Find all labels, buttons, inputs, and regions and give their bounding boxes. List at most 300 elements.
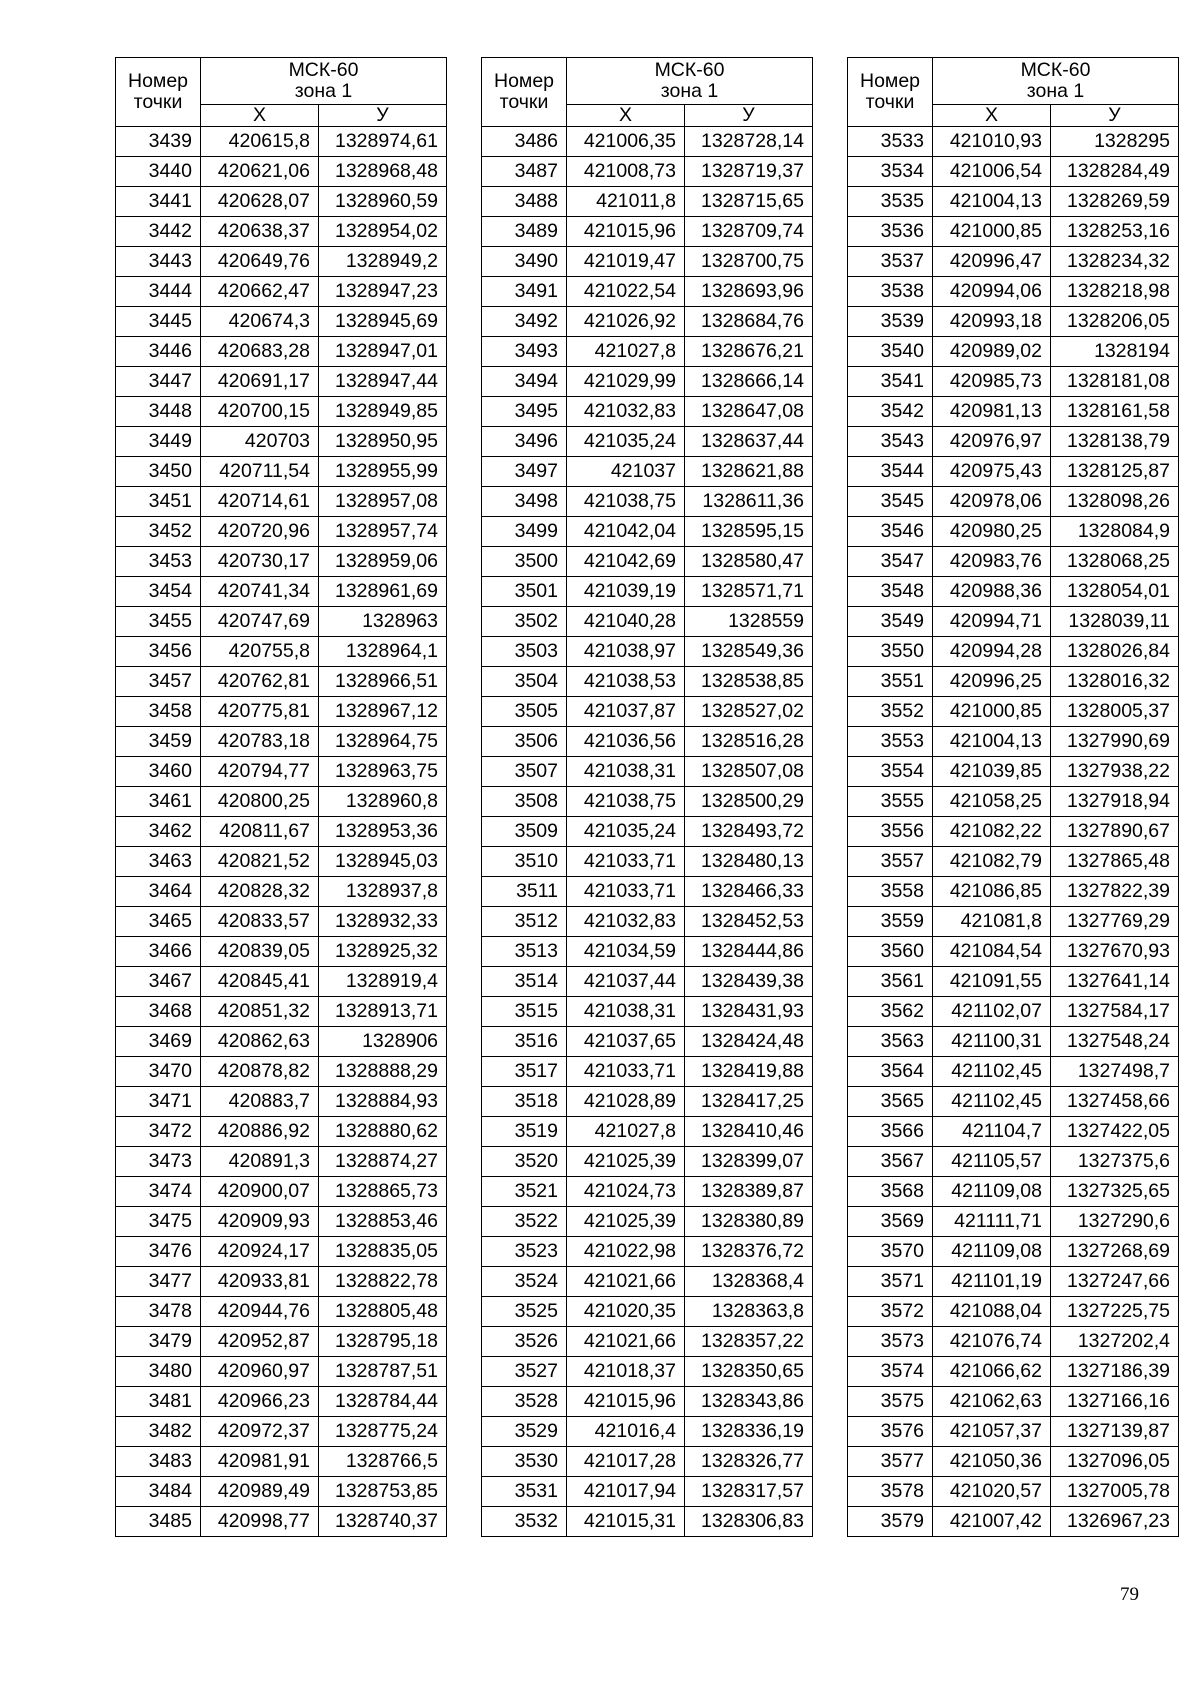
table-row: [116, 1477, 447, 1507]
x-coordinate-cell: 421039,85: [933, 757, 1051, 787]
point-number-cell: 3450: [116, 457, 201, 487]
point-number-cell: 3456: [116, 637, 201, 667]
x-coordinate-cell: 420828,32: [201, 877, 319, 907]
y-coordinate-cell: 1327139,87: [1051, 1417, 1179, 1447]
x-coordinate-cell: 421021,66: [567, 1267, 685, 1297]
x-coordinate-cell: 421027,8: [567, 1117, 685, 1147]
y-coordinate-cell: 1327225,75: [1051, 1297, 1179, 1327]
y-coordinate-cell: 1327186,39: [1051, 1357, 1179, 1387]
header-point-number: Номер точки: [482, 58, 567, 127]
x-coordinate-cell: 421004,13: [933, 727, 1051, 757]
y-coordinate-cell: 1328424,48: [685, 1027, 813, 1057]
x-coordinate-cell: 421102,45: [933, 1057, 1051, 1087]
table-row: [482, 1357, 813, 1387]
x-coordinate-cell: 420989,49: [201, 1477, 319, 1507]
x-coordinate-cell: 421037: [567, 457, 685, 487]
y-coordinate-cell: 1328947,23: [319, 277, 447, 307]
y-coordinate-cell: 1328527,02: [685, 697, 813, 727]
x-coordinate-cell: 420960,97: [201, 1357, 319, 1387]
x-coordinate-cell: 420980,25: [933, 517, 1051, 547]
x-coordinate-cell: 420891,3: [201, 1147, 319, 1177]
x-coordinate-cell: 420747,69: [201, 607, 319, 637]
y-coordinate-cell: 1328666,14: [685, 367, 813, 397]
table-row: [482, 547, 813, 577]
point-number-cell: 3512: [482, 907, 567, 937]
point-number-cell: 3569: [848, 1207, 933, 1237]
y-coordinate-cell: 1328466,33: [685, 877, 813, 907]
table-row: [482, 907, 813, 937]
x-coordinate-cell: 420883,7: [201, 1087, 319, 1117]
table-row: [116, 937, 447, 967]
table-row: [482, 427, 813, 457]
x-coordinate-cell: 420638,37: [201, 217, 319, 247]
table-row: [482, 667, 813, 697]
table-row: [116, 607, 447, 637]
x-coordinate-cell: 420988,36: [933, 577, 1051, 607]
table-row: [848, 1477, 1179, 1507]
x-coordinate-cell: 421000,85: [933, 697, 1051, 727]
point-number-cell: 3462: [116, 817, 201, 847]
table-row: [116, 727, 447, 757]
header-x: Х: [201, 105, 319, 127]
point-number-cell: 3549: [848, 607, 933, 637]
y-coordinate-cell: 1328647,08: [685, 397, 813, 427]
x-coordinate-cell: 421091,55: [933, 967, 1051, 997]
point-number-cell: 3488: [482, 187, 567, 217]
x-coordinate-cell: 420966,23: [201, 1387, 319, 1417]
table-row: [116, 997, 447, 1027]
y-coordinate-cell: 1327005,78: [1051, 1477, 1179, 1507]
y-coordinate-cell: 1328326,77: [685, 1447, 813, 1477]
y-coordinate-cell: 1328960,8: [319, 787, 447, 817]
y-coordinate-cell: 1328913,71: [319, 997, 447, 1027]
point-number-cell: 3480: [116, 1357, 201, 1387]
y-coordinate-cell: 1328959,06: [319, 547, 447, 577]
x-coordinate-cell: 421086,85: [933, 877, 1051, 907]
table-row: [116, 907, 447, 937]
x-coordinate-cell: 420662,47: [201, 277, 319, 307]
x-coordinate-cell: 421019,47: [567, 247, 685, 277]
point-number-cell: 3544: [848, 457, 933, 487]
table-row: [116, 1387, 447, 1417]
x-coordinate-cell: 421042,04: [567, 517, 685, 547]
point-number-cell: 3535: [848, 187, 933, 217]
table-row: [848, 1177, 1179, 1207]
point-number-cell: 3468: [116, 997, 201, 1027]
table-row: [848, 1087, 1179, 1117]
point-number-cell: 3518: [482, 1087, 567, 1117]
x-coordinate-cell: 421017,28: [567, 1447, 685, 1477]
y-coordinate-cell: 1328955,99: [319, 457, 447, 487]
x-coordinate-cell: 420994,06: [933, 277, 1051, 307]
x-coordinate-cell: 421084,54: [933, 937, 1051, 967]
point-number-cell: 3487: [482, 157, 567, 187]
point-number-cell: 3575: [848, 1387, 933, 1417]
table-row: [116, 187, 447, 217]
point-number-cell: 3524: [482, 1267, 567, 1297]
table-row: [116, 337, 447, 367]
table-row: [482, 997, 813, 1027]
header-coordinate-system: МСК-60 зона 1: [567, 58, 813, 105]
point-number-cell: 3483: [116, 1447, 201, 1477]
x-coordinate-cell: 421088,04: [933, 1297, 1051, 1327]
x-coordinate-cell: 421039,19: [567, 577, 685, 607]
point-number-cell: 3519: [482, 1117, 567, 1147]
table-row: [116, 877, 447, 907]
x-coordinate-cell: 421038,53: [567, 667, 685, 697]
x-coordinate-cell: 420862,63: [201, 1027, 319, 1057]
header-coordinate-system: МСК-60 зона 1: [201, 58, 447, 105]
table-row: [848, 757, 1179, 787]
y-coordinate-cell: 1328480,13: [685, 847, 813, 877]
x-coordinate-cell: 421082,22: [933, 817, 1051, 847]
x-coordinate-cell: 420845,41: [201, 967, 319, 997]
y-coordinate-cell: 1328719,37: [685, 157, 813, 187]
point-number-cell: 3573: [848, 1327, 933, 1357]
y-coordinate-cell: 1328380,89: [685, 1207, 813, 1237]
x-coordinate-cell: 421082,79: [933, 847, 1051, 877]
coordinates-table-1: [115, 57, 447, 1537]
point-number-cell: 3545: [848, 487, 933, 517]
point-number-cell: 3551: [848, 667, 933, 697]
y-coordinate-cell: 1328822,78: [319, 1267, 447, 1297]
point-number-cell: 3466: [116, 937, 201, 967]
y-coordinate-cell: 1328026,84: [1051, 637, 1179, 667]
point-number-cell: 3531: [482, 1477, 567, 1507]
point-number-cell: 3476: [116, 1237, 201, 1267]
y-coordinate-cell: 1328452,53: [685, 907, 813, 937]
y-coordinate-cell: 1328954,02: [319, 217, 447, 247]
y-coordinate-cell: 1328964,75: [319, 727, 447, 757]
y-coordinate-cell: 1328138,79: [1051, 427, 1179, 457]
x-coordinate-cell: 420998,77: [201, 1507, 319, 1537]
table-row: [482, 727, 813, 757]
point-number-cell: 3560: [848, 937, 933, 967]
point-number-cell: 3455: [116, 607, 201, 637]
point-number-cell: 3578: [848, 1477, 933, 1507]
point-number-cell: 3522: [482, 1207, 567, 1237]
x-coordinate-cell: 420621,06: [201, 157, 319, 187]
x-coordinate-cell: 420976,97: [933, 427, 1051, 457]
point-number-cell: 3571: [848, 1267, 933, 1297]
table-row: [116, 1177, 447, 1207]
table-row: [116, 1417, 447, 1447]
point-number-cell: 3445: [116, 307, 201, 337]
x-coordinate-cell: 421010,93: [933, 127, 1051, 157]
point-number-cell: 3457: [116, 667, 201, 697]
y-coordinate-cell: 1328957,74: [319, 517, 447, 547]
point-number-cell: 3446: [116, 337, 201, 367]
table-row: [116, 487, 447, 517]
y-coordinate-cell: 1327498,7: [1051, 1057, 1179, 1087]
y-coordinate-cell: 1328054,01: [1051, 577, 1179, 607]
x-coordinate-cell: 421037,87: [567, 697, 685, 727]
point-number-cell: 3515: [482, 997, 567, 1027]
table-row: [482, 757, 813, 787]
x-coordinate-cell: 420711,54: [201, 457, 319, 487]
y-coordinate-cell: 1328098,26: [1051, 487, 1179, 517]
point-number-cell: 3538: [848, 277, 933, 307]
table-row: [482, 1387, 813, 1417]
table-row: [848, 307, 1179, 337]
x-coordinate-cell: 421018,37: [567, 1357, 685, 1387]
point-number-cell: 3501: [482, 577, 567, 607]
point-number-cell: 3576: [848, 1417, 933, 1447]
point-number-cell: 3458: [116, 697, 201, 727]
x-coordinate-cell: 420714,61: [201, 487, 319, 517]
x-coordinate-cell: 421038,31: [567, 757, 685, 787]
x-coordinate-cell: 421027,8: [567, 337, 685, 367]
table-row: [116, 637, 447, 667]
point-number-cell: 3439: [116, 127, 201, 157]
point-number-cell: 3510: [482, 847, 567, 877]
y-coordinate-cell: 1328363,8: [685, 1297, 813, 1327]
point-number-cell: 3532: [482, 1507, 567, 1537]
x-coordinate-cell: 420996,47: [933, 247, 1051, 277]
point-number-cell: 3467: [116, 967, 201, 997]
point-number-cell: 3451: [116, 487, 201, 517]
point-number-cell: 3481: [116, 1387, 201, 1417]
table-row: [482, 1327, 813, 1357]
table-row: [848, 667, 1179, 697]
table-row: [848, 1027, 1179, 1057]
x-coordinate-cell: 420851,32: [201, 997, 319, 1027]
y-coordinate-cell: 1328500,29: [685, 787, 813, 817]
table-row: [482, 247, 813, 277]
point-number-cell: 3477: [116, 1267, 201, 1297]
y-coordinate-cell: 1328350,65: [685, 1357, 813, 1387]
x-coordinate-cell: 421058,25: [933, 787, 1051, 817]
x-coordinate-cell: 421050,36: [933, 1447, 1051, 1477]
y-coordinate-cell: 1327290,6: [1051, 1207, 1179, 1237]
point-number-cell: 3506: [482, 727, 567, 757]
table-row: [482, 367, 813, 397]
point-number-cell: 3553: [848, 727, 933, 757]
x-coordinate-cell: 420886,92: [201, 1117, 319, 1147]
x-coordinate-cell: 420700,15: [201, 397, 319, 427]
table-row: [848, 1327, 1179, 1357]
y-coordinate-cell: 1328571,71: [685, 577, 813, 607]
y-coordinate-cell: 1327375,6: [1051, 1147, 1179, 1177]
point-number-cell: 3563: [848, 1027, 933, 1057]
point-number-cell: 3537: [848, 247, 933, 277]
table-row: [482, 817, 813, 847]
header-x: Х: [567, 105, 685, 127]
y-coordinate-cell: 1328963,75: [319, 757, 447, 787]
y-coordinate-cell: 1327769,29: [1051, 907, 1179, 937]
y-coordinate-cell: 1327938,22: [1051, 757, 1179, 787]
table-row: [848, 637, 1179, 667]
y-coordinate-cell: 1328853,46: [319, 1207, 447, 1237]
point-number-cell: 3459: [116, 727, 201, 757]
table-row: [482, 1477, 813, 1507]
y-coordinate-cell: 1328784,44: [319, 1387, 447, 1417]
table-row: [482, 1507, 813, 1537]
y-coordinate-cell: 1327822,39: [1051, 877, 1179, 907]
point-number-cell: 3472: [116, 1117, 201, 1147]
table-row: [848, 277, 1179, 307]
y-coordinate-cell: 1328957,08: [319, 487, 447, 517]
x-coordinate-cell: 420983,76: [933, 547, 1051, 577]
y-coordinate-cell: 1328417,25: [685, 1087, 813, 1117]
x-coordinate-cell: 421025,39: [567, 1147, 685, 1177]
table-row: [848, 577, 1179, 607]
point-number-cell: 3574: [848, 1357, 933, 1387]
y-coordinate-cell: 1328368,4: [685, 1267, 813, 1297]
x-coordinate-cell: 421011,8: [567, 187, 685, 217]
point-number-cell: 3475: [116, 1207, 201, 1237]
x-coordinate-cell: 421026,92: [567, 307, 685, 337]
table-row: [848, 247, 1179, 277]
y-coordinate-cell: 1328357,22: [685, 1327, 813, 1357]
y-coordinate-cell: 1328549,36: [685, 637, 813, 667]
y-coordinate-cell: 1328949,2: [319, 247, 447, 277]
point-number-cell: 3540: [848, 337, 933, 367]
y-coordinate-cell: 1328444,86: [685, 937, 813, 967]
x-coordinate-cell: 421020,35: [567, 1297, 685, 1327]
point-number-cell: 3489: [482, 217, 567, 247]
point-number-cell: 3478: [116, 1297, 201, 1327]
y-coordinate-cell: 1328950,95: [319, 427, 447, 457]
point-number-cell: 3497: [482, 457, 567, 487]
header-y: У: [685, 105, 813, 127]
point-number-cell: 3528: [482, 1387, 567, 1417]
point-number-cell: 3520: [482, 1147, 567, 1177]
table-row: [116, 1237, 447, 1267]
table-row: [116, 127, 447, 157]
y-coordinate-cell: 1328269,59: [1051, 187, 1179, 217]
table-row: [116, 787, 447, 817]
y-coordinate-cell: 1328947,44: [319, 367, 447, 397]
table-body: [848, 127, 1179, 1537]
x-coordinate-cell: 421021,66: [567, 1327, 685, 1357]
table-row: [848, 157, 1179, 187]
x-coordinate-cell: 421033,71: [567, 877, 685, 907]
table-row: [848, 1237, 1179, 1267]
x-coordinate-cell: 421042,69: [567, 547, 685, 577]
y-coordinate-cell: 1327422,05: [1051, 1117, 1179, 1147]
y-coordinate-cell: 1328039,11: [1051, 607, 1179, 637]
point-number-cell: 3444: [116, 277, 201, 307]
x-coordinate-cell: 421022,98: [567, 1237, 685, 1267]
table-row: [116, 1027, 447, 1057]
x-coordinate-cell: 421057,37: [933, 1417, 1051, 1447]
table-row: [848, 847, 1179, 877]
point-number-cell: 3509: [482, 817, 567, 847]
y-coordinate-cell: 1328740,37: [319, 1507, 447, 1537]
x-coordinate-cell: 420981,13: [933, 397, 1051, 427]
y-coordinate-cell: 1328439,38: [685, 967, 813, 997]
y-coordinate-cell: 1328516,28: [685, 727, 813, 757]
table-row: [482, 967, 813, 997]
x-coordinate-cell: 420783,18: [201, 727, 319, 757]
header-point-number: Номер точки: [116, 58, 201, 127]
point-number-cell: 3525: [482, 1297, 567, 1327]
y-coordinate-cell: 1328880,62: [319, 1117, 447, 1147]
y-coordinate-cell: 1327670,93: [1051, 937, 1179, 967]
x-coordinate-cell: 421102,07: [933, 997, 1051, 1027]
y-coordinate-cell: 1328580,47: [685, 547, 813, 577]
x-coordinate-cell: 420878,82: [201, 1057, 319, 1087]
point-number-cell: 3499: [482, 517, 567, 547]
point-number-cell: 3557: [848, 847, 933, 877]
x-coordinate-cell: 421007,42: [933, 1507, 1051, 1537]
header-y: У: [1051, 105, 1179, 127]
x-coordinate-cell: 420944,76: [201, 1297, 319, 1327]
x-coordinate-cell: 420683,28: [201, 337, 319, 367]
y-coordinate-cell: 1328181,08: [1051, 367, 1179, 397]
x-coordinate-cell: 420730,17: [201, 547, 319, 577]
y-coordinate-cell: 1328376,72: [685, 1237, 813, 1267]
x-coordinate-cell: 421004,13: [933, 187, 1051, 217]
x-coordinate-cell: 420794,77: [201, 757, 319, 787]
x-coordinate-cell: 420703: [201, 427, 319, 457]
table-body: [116, 127, 447, 1537]
table-row: [482, 1177, 813, 1207]
y-coordinate-cell: 1328966,51: [319, 667, 447, 697]
point-number-cell: 3570: [848, 1237, 933, 1267]
y-coordinate-cell: 1327890,67: [1051, 817, 1179, 847]
x-coordinate-cell: 420800,25: [201, 787, 319, 817]
point-number-cell: 3449: [116, 427, 201, 457]
point-number-cell: 3511: [482, 877, 567, 907]
point-number-cell: 3547: [848, 547, 933, 577]
y-coordinate-cell: 1328835,05: [319, 1237, 447, 1267]
x-coordinate-cell: 420775,81: [201, 697, 319, 727]
table-row: [116, 367, 447, 397]
table-row: [482, 1447, 813, 1477]
point-number-cell: 3500: [482, 547, 567, 577]
point-number-cell: 3568: [848, 1177, 933, 1207]
table-row: [848, 1357, 1179, 1387]
x-coordinate-cell: 421105,57: [933, 1147, 1051, 1177]
table-row: [116, 1297, 447, 1327]
table-row: [116, 1447, 447, 1477]
y-coordinate-cell: 1328595,15: [685, 517, 813, 547]
y-coordinate-cell: 1327247,66: [1051, 1267, 1179, 1297]
y-coordinate-cell: 1328317,57: [685, 1477, 813, 1507]
y-coordinate-cell: 1327918,94: [1051, 787, 1179, 817]
table-row: [848, 217, 1179, 247]
x-coordinate-cell: 420839,05: [201, 937, 319, 967]
x-coordinate-cell: 421033,71: [567, 1057, 685, 1087]
point-number-cell: 3504: [482, 667, 567, 697]
table-row: [848, 1417, 1179, 1447]
x-coordinate-cell: 421062,63: [933, 1387, 1051, 1417]
x-coordinate-cell: 420833,57: [201, 907, 319, 937]
point-number-cell: 3526: [482, 1327, 567, 1357]
table-row: [848, 1207, 1179, 1237]
table-row: [116, 217, 447, 247]
table-row: [848, 1387, 1179, 1417]
point-number-cell: 3534: [848, 157, 933, 187]
y-coordinate-cell: 1328676,21: [685, 337, 813, 367]
table-row: [482, 157, 813, 187]
y-coordinate-cell: 1328218,98: [1051, 277, 1179, 307]
x-coordinate-cell: 421025,39: [567, 1207, 685, 1237]
y-coordinate-cell: 1328125,87: [1051, 457, 1179, 487]
header-point-number: Номер точки: [848, 58, 933, 127]
point-number-cell: 3485: [116, 1507, 201, 1537]
point-number-cell: 3521: [482, 1177, 567, 1207]
x-coordinate-cell: 421008,73: [567, 157, 685, 187]
x-coordinate-cell: 421109,08: [933, 1237, 1051, 1267]
point-number-cell: 3495: [482, 397, 567, 427]
point-number-cell: 3527: [482, 1357, 567, 1387]
y-coordinate-cell: 1328874,27: [319, 1147, 447, 1177]
point-number-cell: 3502: [482, 607, 567, 637]
x-coordinate-cell: 421101,19: [933, 1267, 1051, 1297]
